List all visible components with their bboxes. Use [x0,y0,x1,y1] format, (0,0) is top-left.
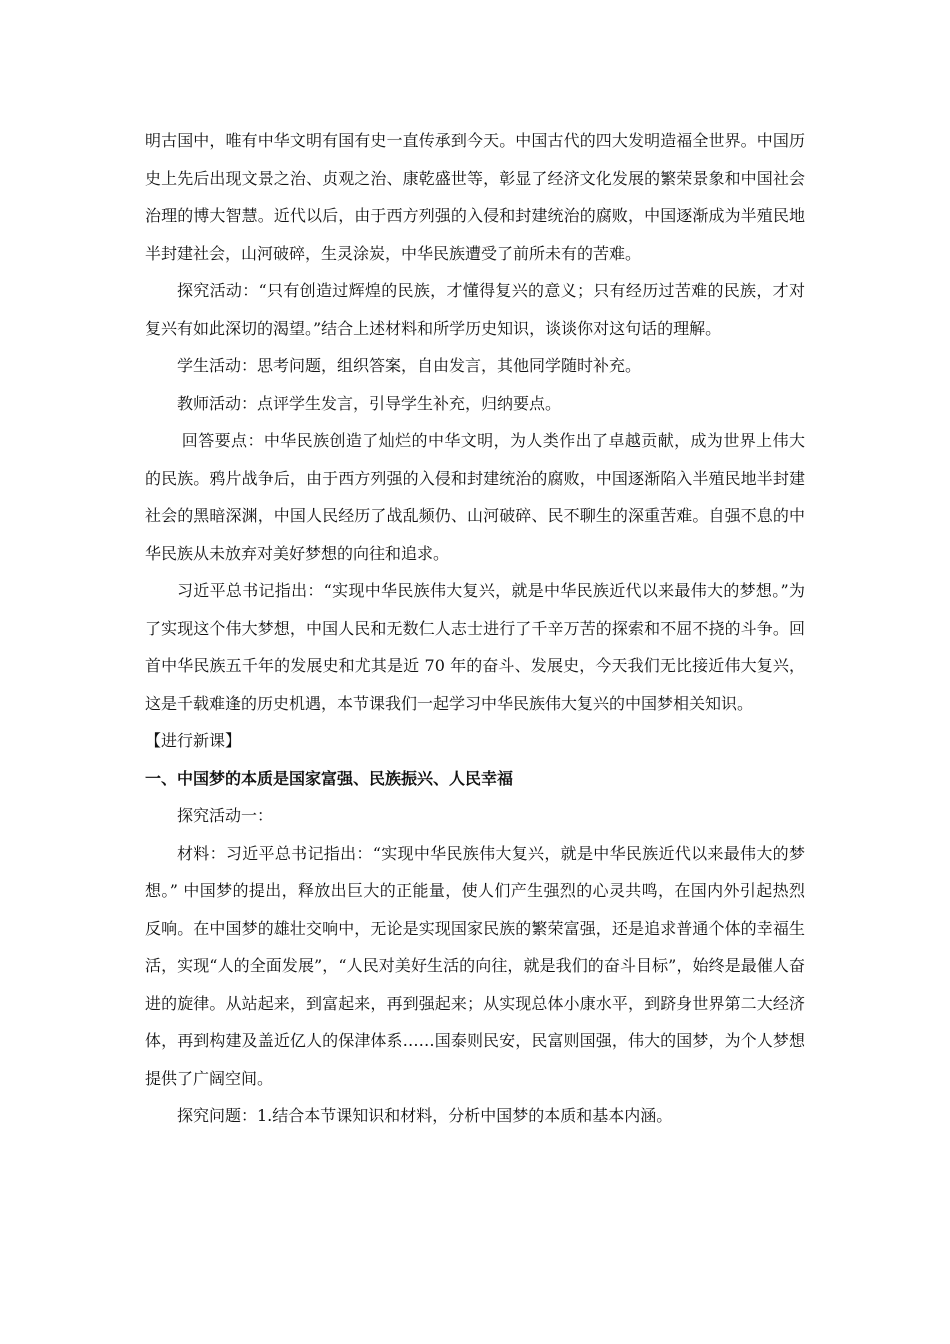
section-heading-one: 一、中国梦的本质是国家富强、民族振兴、人民幸福 [145,768,514,788]
paragraph-intro-continued: 明古国中，唯有中华文明有国有史一直传承到今天。中国古代的四大发明造福全世界。中国历史上先后出现文景之治、贞观之治、康乾盛世等，彰显了经济文化发展的繁荣景象和中国社会治理的博大智慧。近代以后，由于西方列强的入侵和封建统治的腐败，中国逐渐成为半殖民地半封建社会，山河破碎，生灵涂炭，中华民族遭受了前所未有的苦难。 [145,131,805,263]
paragraph-teacher-activity: 教师活动：点评学生发言，引导学生补充，归纳要点。 [177,393,562,413]
paragraph-material: 材料：习近平总书记指出：“实现中华民族伟大复兴，就是中华民族近代以来最伟大的梦想。” 中国梦的提出，释放出巨大的正能量，使人们产生强烈的心灵共鸣，在国内外引起热烈反响。在中国梦的雄壮交响中，无论是实现国家民族的繁荣富强，还是追求普通个体的幸福生活，实现“人的全面发展”，“人民对美好生活的向往，就是我们的奋斗目标”，始终是最催人奋进的旋律。从站起来，到富起来，再到强起来；从实现总体小康水平，到跻身世界第二大经济体，再到构建及盖近亿人的保津体系……国泰则民安，民富则国强，伟大的国梦，为个人梦想提供了广阔空间。 [145,843,805,1088]
section-label-new-lesson: 【进行新课】 [145,731,242,750]
paragraph-inquiry-activity: 探究活动：“只有创造过辉煌的民族，才懂得复兴的意义；只有经历过苦难的民族，才对复兴有如此深切的渴望。”结合上述材料和所学历史知识，谈谈你对这句话的理解。 [145,281,805,338]
paragraph-xi-quote: 习近平总书记指出：“实现中华民族伟大复兴，就是中华民族近代以来最伟大的梦想。”为了实现这个伟大梦想，中国人民和无数仁人志士进行了千辛万苦的探索和不屈不挠的斗争。回首中华民族五千年的发展史和尤其是近 70 年的奋斗、发展史，今天我们无比接近伟大复兴，这是千载难逢的历史机遇，本节课我们一起学习中华民族伟大复兴的中国梦相关知识。 [145,581,805,713]
paragraph-inquiry-one-label: 探究活动一： [177,806,274,825]
paragraph-answer-points: 回答要点：中华民族创造了灿烂的中华文明，为人类作出了卓越贡献，成为世界上伟大的民族。鸦片战争后，由于西方列强的入侵和封建统治的腐败，中国逐渐陷入半殖民地半封建社会的黑暗深渊，中国人民经历了战乱频仍、山河破碎、民不聊生的深重苦难。自强不息的中华民族从未放弃对美好梦想的向往和追求。 [145,431,805,563]
paragraph-student-activity: 学生活动：思考问题，组织答案，自由发言，其他同学随时补充。 [177,356,642,375]
paragraph-inquiry-question: 探究问题：1.结合本节课知识和材料，分析中国梦的本质和基本内涵。 [177,1106,673,1125]
